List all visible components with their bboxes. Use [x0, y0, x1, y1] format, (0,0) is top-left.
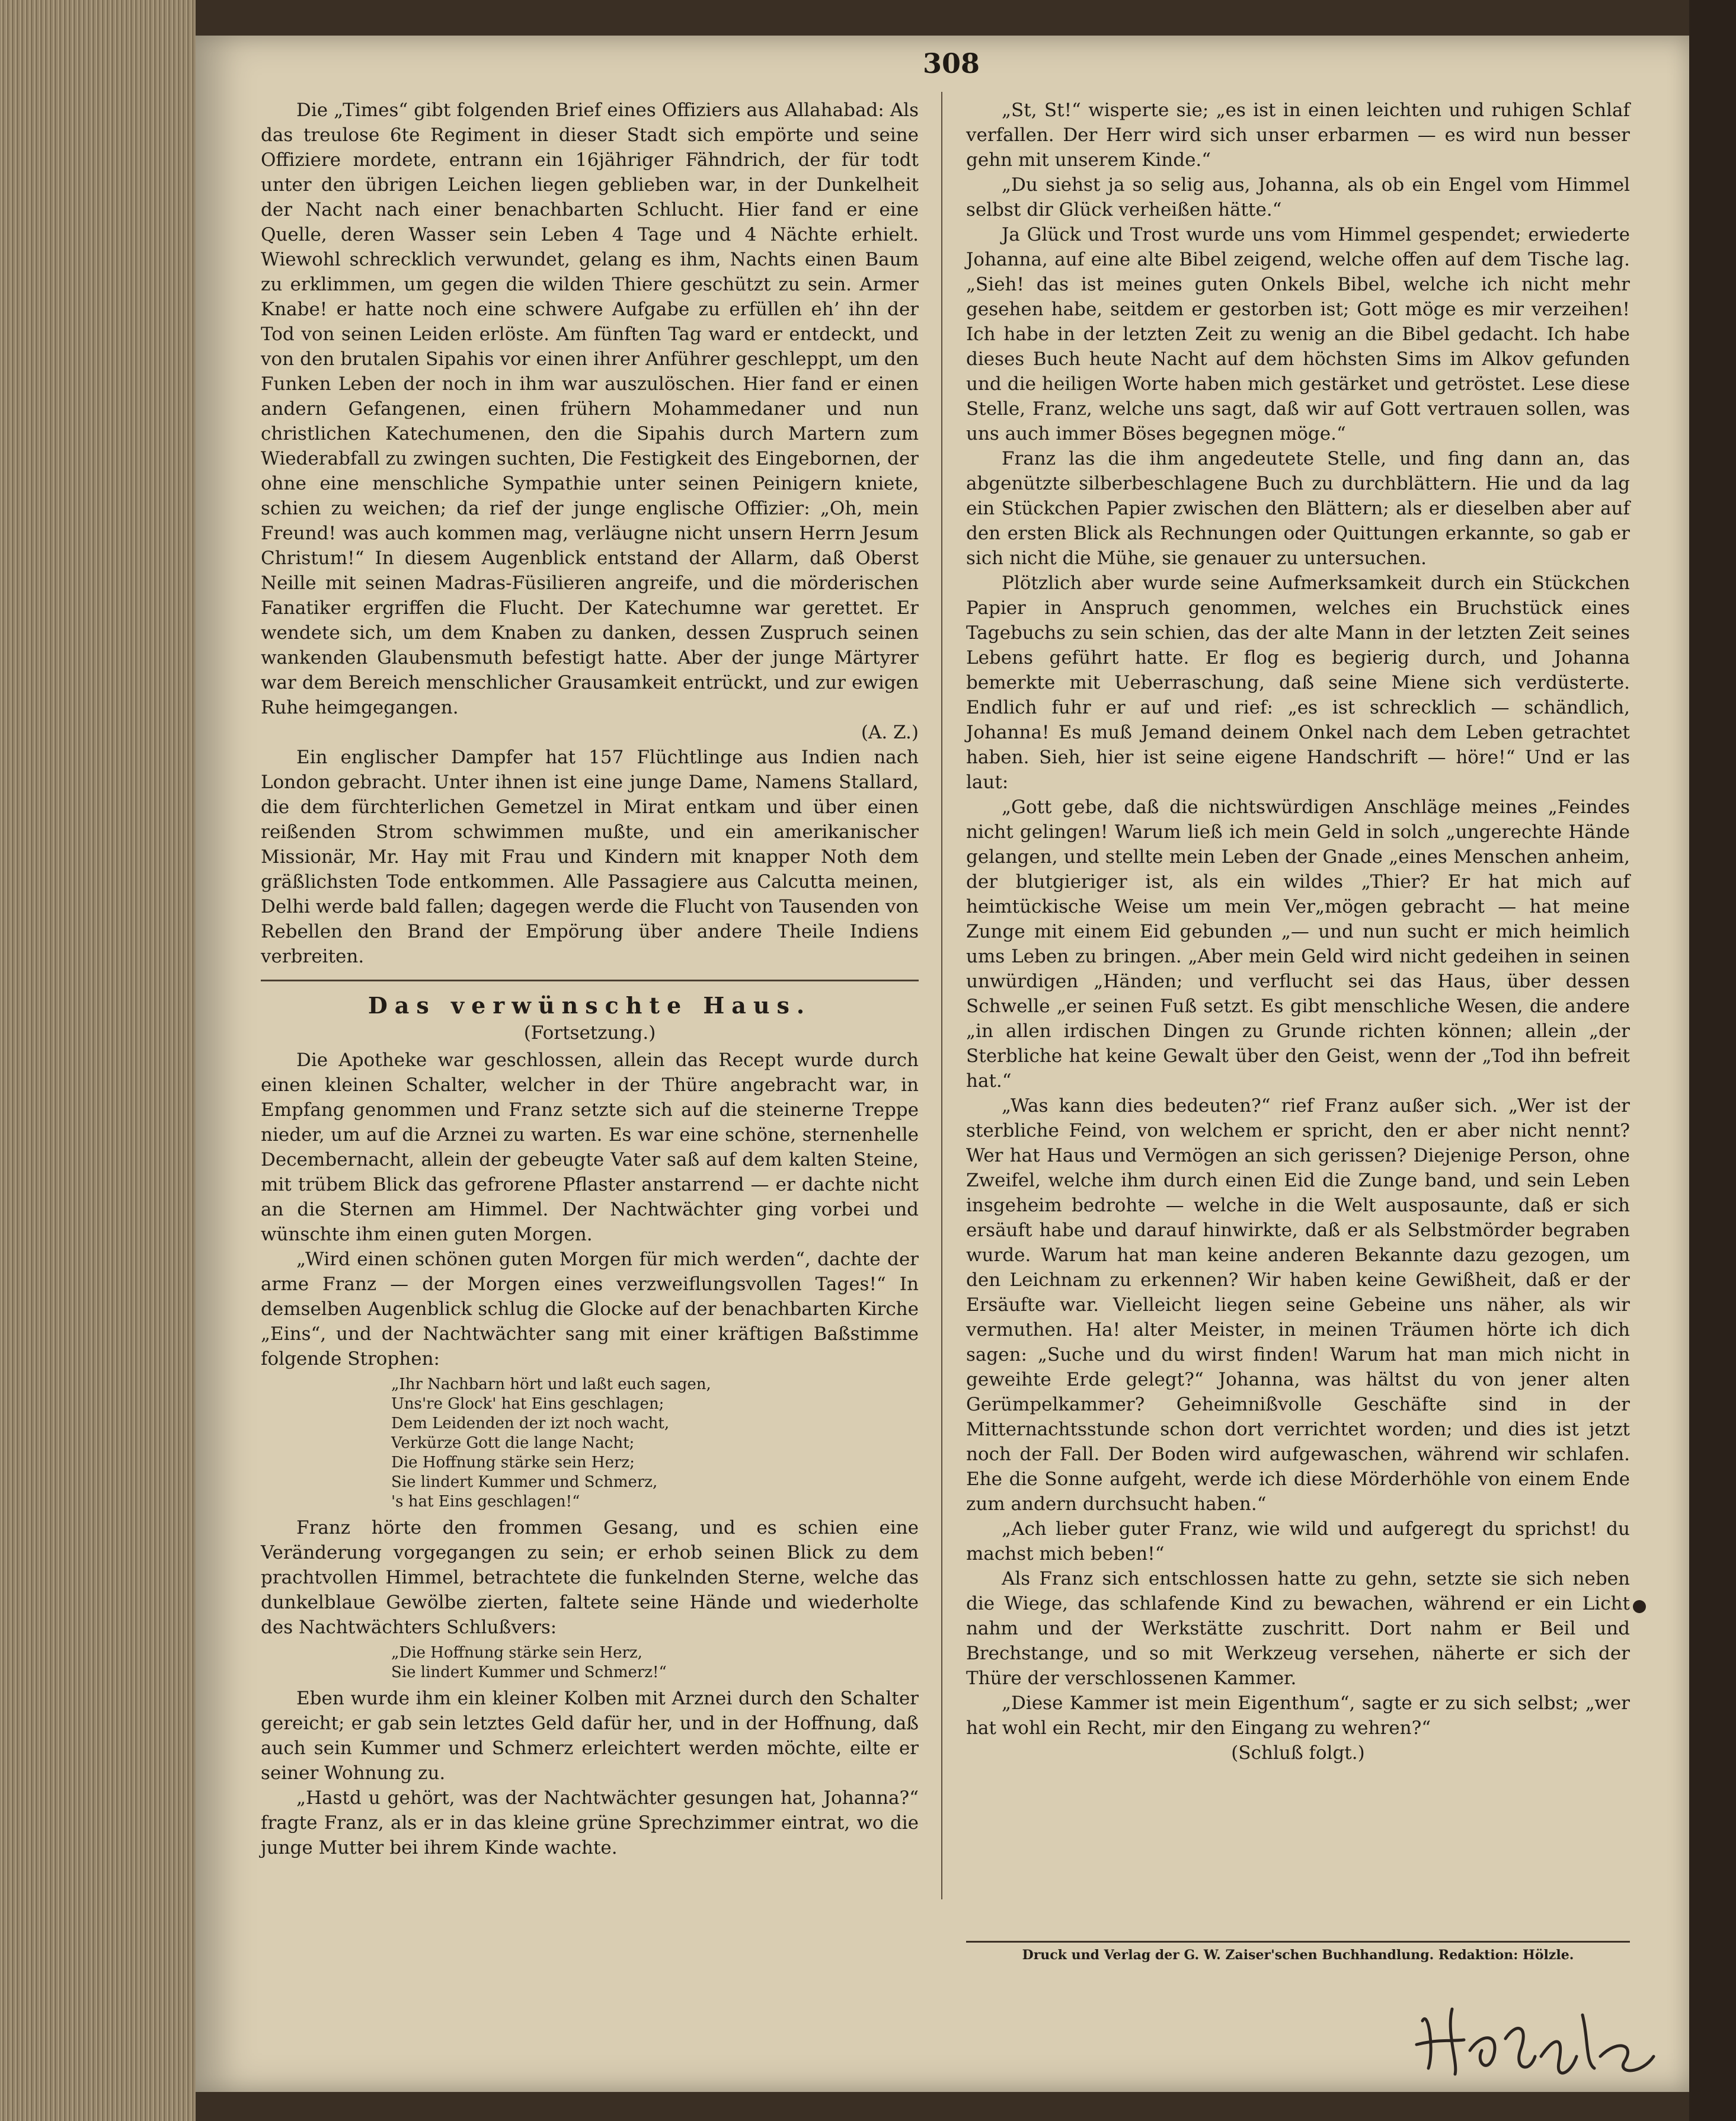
verse-line: Verkürze Gott die lange Nacht;	[391, 1434, 635, 1452]
story-subtitle: (Fortsetzung.)	[523, 1022, 656, 1044]
ink-spot	[1633, 1600, 1646, 1613]
diary-excerpt: „Gott gebe, daß die nichtswürdigen Anschläge meines „Feindes nicht gelingen! Warum ließ ich mein Geld in solch „ungerechte Hände gelangen, und stellte mein Leben der Gnade „eines Menschen anheim, der blutgieriger ist, als ein wildes „Thier? Er hat mich auf heimtückische Weise um mein Ver„mögen gebracht — hat meine Zunge mit einem Eid gebunden „— und nun sucht er mich heimlich ums Leben zu bringen. „Aber mein Geld wird nicht gedeihen in seinen unwürdigen „Händen; und verflucht sei das Haus, über dessen Schwelle „er seinen Fuß setzt. Es gibt menschliche Wesen, die andere „in allen irdischen Dingen zu Grunde richten können; allein „der Sterbliche hat keine Gewalt über den Geist, wenn der „Tod ihn befreit hat.“	[966, 796, 1630, 1092]
story-paragraph: Ja Glück und Trost wurde uns vom Himmel gespendet; erwiederte Johanna, auf eine alte Bibel zeigend, welche offen auf dem Tische lag. „Sieh! das ist meines guten Onkels Bibel, welche ich nicht mehr gesehen habe, seitdem er gestorben ist; Gott möge es mir verzeihen! Ich habe in der letzten Zeit zu wenig an die Bibel gedacht. Ich habe dieses Buch heute Nacht auf dem höchsten Sims im Alkov gefunden und die heiligen Worte haben mich gestärket und getröstet. Lese diese Stelle, Franz, welche uns sagt, daß wir auf Gott vertrauen sollen, was uns auch immer Böses begegnen möge.“	[966, 224, 1630, 444]
section-divider	[261, 980, 919, 981]
news-paragraph-2: Ein englischer Dampfer hat 157 Flüchtlinge aus Indien nach London gebracht. Unter ihnen ist eine junge Dame, Namens Stallard, die dem fürchterlichen Gemetzel in Mirat entkam und über einen reißenden Strom schwimmen mußte, und ein amerikanischer Missionär, Mr. Hay mit Frau und Kindern mit knapper Noth dem gräßlichsten Tode entkommen. Alle Passagiere aus Calcutta meinen, Delhi werde bald fallen; dagegen werde die Flucht von Tausenden von Rebellen den Brand der Empörung über andere Theile Indiens verbreiten.	[261, 747, 919, 967]
story-title: Das verwünschte Haus.	[367, 992, 812, 1019]
story-paragraph: Plötzlich aber wurde seine Aufmerksamkeit durch ein Stückchen Papier in Anspruch genommen, welches ein Bruchstück eines Tagebuchs zu sein schien, das der alte Mann in der letzten Zeit seines Lebens geführt hatte. Er flog es begierig durch, und Johanna bemerkte mit Ueberraschung, daß seine Miene sich verdüsterte. Endlich fuhr er auf und rief: „es ist schrecklich — schändlich, Johanna! Es muß Jemand deinem Onkel nach dem Leben getrachtet haben. Sieh, hier ist seine eigene Handschrift — höre!“ Und er las laut:	[966, 572, 1630, 793]
column-divider	[941, 92, 942, 1899]
page-stack-edge	[0, 0, 196, 2121]
footer-divider	[966, 1941, 1630, 1943]
verse-line: Die Hoffnung stärke sein Herz;	[391, 1454, 635, 1471]
news-paragraph-1: Die „Times“ gibt folgenden Brief eines Offiziers aus Allahabad: Als das treulose 6te Regiment in dieser Stadt sich empörte und seine Offiziere mordete, entrann ein 16jähriger Fähndrich, der für todt unter den übrigen Leichen liegen geblieben war, in der Dunkelheit der Nacht nach einer benachbarten Schlucht. Hier fand er eine Quelle, deren Wasser sein Leben 4 Tage und 4 Nächte erhielt. Wiewohl schrecklich verwundet, gelang es ihm, Nachts einen Baum zu erklimmen, um gegen die wilden Thiere geschützt zu sein. Armer Knabe! er hatte noch eine schwere Aufgabe zu erfüllen eh’ ihn der Tod von seinen Leiden erlöste. Am fünften Tag ward er entdeckt, und von den brutalen Sipahis vor einen ihrer Anführer geschleppt, um den Funken Leben der noch in ihm war auszulöschen. Hier fand er einen andern Gefangenen, einen frühern Mohammedaner und nun christlichen Katechumenen, den die Sipahis durch Martern zum Wiederabfall zu zwingen suchten, Die Festigkeit des Eingebornen, der ohne eine menschliche Sympathie unter seinen Peinigern kniete, schien zu weichen; da rief der junge englische Offizier: „Oh, mein Freund! was auch kommen mag, verläugne nicht unsern Herrn Jesum Christum!“ In diesem Augenblick entstand der Allarm, daß Oberst Neille mit seinen Madras-Füsilieren angreife, und die mörderischen Fanatiker ergriffen die Flucht. Der Katechumne war gerettet. Er wendete sich, um dem Knaben zu danken, dessen Zuspruch seinen wankenden Glaubensmuth befestigt hatte. Aber der junge Märtyrer war dem Bereich menschlicher Grausamkeit entrückt, und zur ewigen Ruhe heimgegangen.	[261, 100, 919, 718]
right-column	[966, 98, 1630, 1765]
story-paragraph: „Was kann dies bedeuten?“ rief Franz außer sich. „Wer ist der sterbliche Feind, von welchem er spricht, den er aber nicht nennt? Wer hat Haus und Vermögen an sich gerissen? Diejenige Person, ohne Zweifel, welche ihm durch einen Eid die Zunge band, und sein Leben insgeheim bedrohte — welche in die Welt ausposaunte, daß er sich ersäuft habe und darauf hinwirkte, daß er als Selbstmörder begraben wurde. Warum hat man keine anderen Bekannte dazu gezogen, um den Leichnam zu erkennen? Wir haben keine Gewißheit, daß er der Ersäufte war. Vielleicht liegen seine Gebeine uns näher, als wir vermuthen. Ha! alter Meister, in meinen Träumen hörte ich dich sagen: „Suche und du wirst finden! Warum hat man mich nicht in geweihte Erde gelegt?“ Johanna, was hältst du von jener alten Gerümpelkammer? Geheimnißvolle Geschäfte sind in der Mitternachtsstunde schon dort verrichtet worden; und dies ist jetzt noch der Fall. Der Boden wird aufgewaschen, während wir schlafen. Ehe die Sonne aufgeht, werde ich diese Mörderhöhle von einem Ende zum andern durchsucht haben.“	[966, 1095, 1630, 1515]
newspaper-page	[196, 36, 1689, 2092]
story-paragraph: „St, St!“ wisperte sie; „es ist in einen leichten und ruhigen Schlaf verfallen. Der Herr wird sich unser erbarmen — es wird nun besser gehn mit unserem Kinde.“	[966, 100, 1630, 171]
verse-line: Sie lindert Kummer und Schmerz!“	[391, 1663, 667, 1681]
story-paragraph-2: „Wird einen schönen guten Morgen für mich werden“, dachte der arme Franz — der Morgen eines verzweiflungsvollen Tages!“ In demselben Augenblick schlug die Glocke auf der benachbarten Kirche „Eins“, und der Nachtwächter sang mit einer kräftigen Baßstimme folgende Strophen:	[261, 1249, 919, 1370]
left-column	[261, 98, 919, 1860]
watchman-verse	[391, 1375, 919, 1512]
story-paragraph: „Du siehst ja so selig aus, Johanna, als ob ein Engel vom Himmel selbst dir Glück verheißen hätte.“	[966, 174, 1630, 220]
verse-line: 's hat Eins geschlagen!“	[391, 1493, 580, 1511]
story-paragraph-5: „Hastd u gehört, was der Nachtwächter gesungen hat, Johanna?“ fragte Franz, als er in das kleine grüne Sprechzimmer eintrat, wo die junge Mutter bei ihrem Kinde wachte.	[261, 1787, 919, 1858]
background-right	[1689, 0, 1736, 2121]
story-paragraph-1: Die Apotheke war geschlossen, allein das Recept wurde durch einen kleinen Schalter, welcher in der Thüre angebracht war, in Empfang genommen und Franz setzte sich auf die steinerne Treppe nieder, um auf die Arznei zu warten. Es war eine schöne, sternenhelle Decembernacht, allein der gebeugte Vater saß auf dem kalten Steine, mit trübem Blick das gefrorene Pflaster anstarrend — er dachte nicht an die Sternen am Himmel. Der Nachtwächter ging vorbei und wünschte ihm einen guten Morgen.	[261, 1050, 919, 1245]
handwritten-signature	[1411, 1985, 1683, 2086]
story-paragraph: Als Franz sich entschlossen hatte zu gehn, setzte sie sich neben die Wiege, das schlafende Kind zu bewachen, während er ein Licht nahm und der Werkstätte zuschritt. Dort nahm er Beil und Brechstange, und so mit Werkzeug versehen, näherte er sich der Thüre der verschlossenen Kammer.	[966, 1568, 1630, 1689]
background-top	[196, 0, 1689, 36]
story-paragraph-3: Franz hörte den frommen Gesang, und es schien eine Veränderung vorgegangen zu sein; er erhob seinen Blick zu dem prachtvollen Himmel, betrachtete die funkelnden Sterne, welche das dunkelblaue Gewölbe zierten, faltete seine Hände und wiederholte des Nachtwächters Schlußvers:	[261, 1517, 919, 1638]
refrain-verse	[391, 1643, 919, 1682]
story-paragraph: Franz las die ihm angedeutete Stelle, und fing dann an, das abgenützte silberbeschlagene Buch zu durchblättern. Hie und da lag ein Stückchen Papier zwischen den Blättern; als er dieselben aber auf den ersten Blick als Rechnungen oder Quittungen erkannte, so gab er sich nicht die Mühe, sie genauer zu untersuchen.	[966, 448, 1630, 569]
news-attribution: (A. Z.)	[861, 722, 919, 743]
page-number: 308	[922, 47, 980, 79]
verse-line: Sie lindert Kummer und Schmerz,	[391, 1473, 658, 1491]
continuation-note: (Schluß folgt.)	[1231, 1742, 1365, 1764]
verse-line: „Ihr Nachbarn hört und laßt euch sagen,	[391, 1375, 711, 1393]
verse-line: „Die Hoffnung stärke sein Herz,	[391, 1644, 642, 1662]
story-paragraph-4: Eben wurde ihm ein kleiner Kolben mit Arznei durch den Schalter gereicht; er gab sein letztes Geld dafür her, und in der Hoffnung, daß auch sein Kummer und Schmerz erleichtert werden möchte, eilte er seiner Wohnung zu.	[261, 1688, 919, 1784]
publisher-footer: Druck und Verlag der G. W. Zaiser'schen Buchhandlung. Redaktion: Hölzle.	[1022, 1947, 1574, 1963]
story-paragraph: „Ach lieber guter Franz, wie wild und aufgeregt du sprichst! du machst mich beben!“	[966, 1518, 1630, 1565]
verse-line: Uns're Glock' hat Eins geschlagen;	[391, 1395, 664, 1413]
story-paragraph: „Diese Kammer ist mein Eigenthum“, sagte er zu sich selbst; „wer hat wohl ein Recht, mir den Eingang zu wehren?“	[966, 1693, 1630, 1739]
verse-line: Dem Leidenden der izt noch wacht,	[391, 1415, 670, 1432]
